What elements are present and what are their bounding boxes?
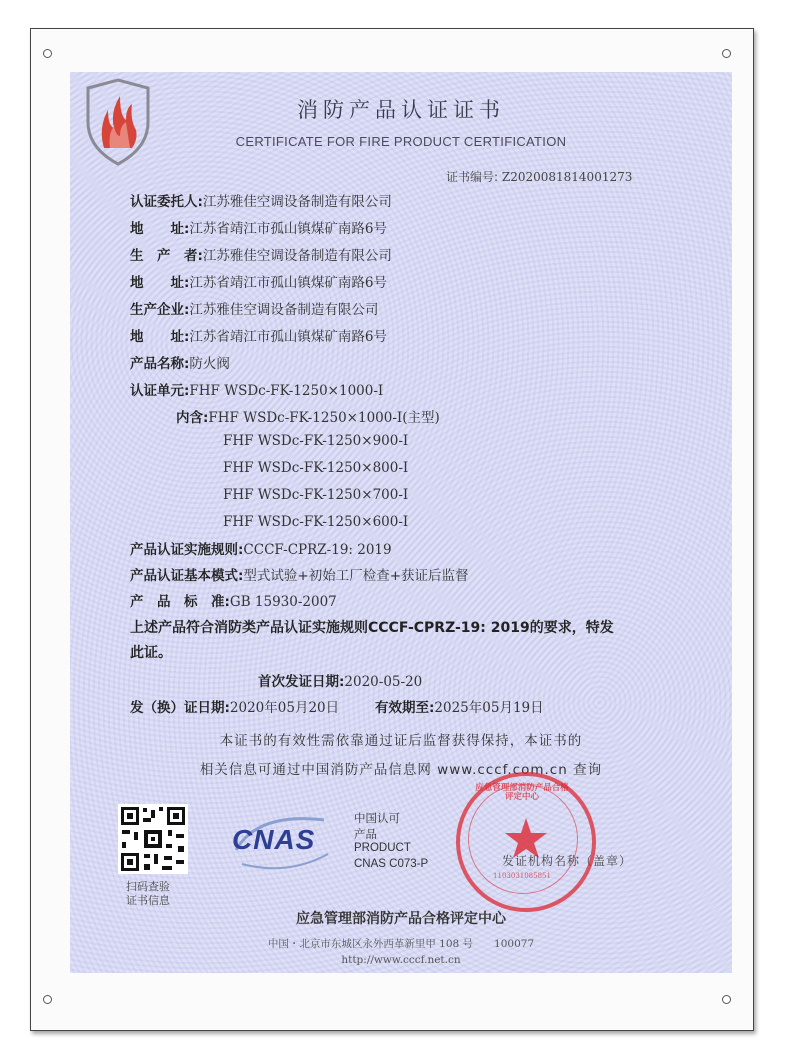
field-row bbox=[130, 352, 230, 372]
corner-hole bbox=[43, 49, 52, 58]
certificate-subtitle: CERTIFICATE FOR FIRE PRODUCT CERTIFICATION bbox=[235, 134, 567, 149]
statement-line-2: 此证。 bbox=[130, 645, 172, 661]
cnas-line-3: PRODUCT bbox=[354, 842, 411, 854]
first-issue-label: 首次发证日期: bbox=[258, 674, 345, 690]
valid-until-label: 有效期至: bbox=[375, 700, 435, 716]
first-issue-row bbox=[258, 670, 422, 690]
organization-url[interactable]: http://www.cccf.net.cn bbox=[341, 954, 461, 966]
field-value: 江苏省靖江市孤山镇煤矿南路6号 bbox=[189, 275, 387, 291]
model-item: FHF WSDc-FK-1250×800-I bbox=[223, 460, 409, 476]
cnas-line-2: 产品 bbox=[354, 827, 377, 841]
mode-row bbox=[130, 564, 469, 584]
valid-until-value: 2025年05月19日 bbox=[434, 700, 544, 716]
field-value: 江苏雅佳空调设备制造有限公司 bbox=[202, 248, 392, 264]
field-label: 地 址: bbox=[130, 275, 190, 291]
model-item: FHF WSDc-FK-1250×600-I bbox=[223, 514, 409, 530]
contains-label: 内含: bbox=[176, 410, 209, 426]
field-label: 地 址: bbox=[130, 329, 190, 345]
seal-caption: 发证机构名称（盖章） bbox=[502, 854, 633, 868]
field-label: 认证委托人: bbox=[130, 194, 203, 210]
qr-code-icon[interactable] bbox=[118, 804, 188, 874]
seal-text: 应急管理部消防产品合格评定中心 bbox=[475, 783, 569, 803]
cert-no-label: 证书编号: bbox=[446, 170, 499, 184]
valid-until-row bbox=[375, 696, 544, 716]
field-row bbox=[130, 325, 387, 345]
cnas-logo-text: CNAS bbox=[232, 824, 316, 855]
organization-address: 中国・北京市东城区永外西革新里甲 108 号 100077 bbox=[267, 938, 535, 950]
notice-line-2: 相关信息可通过中国消防产品信息网 www.cccf.com.cn 查询 bbox=[199, 762, 603, 778]
certificate-number bbox=[446, 168, 632, 185]
cnas-line-4: CNAS C073-P bbox=[354, 858, 429, 870]
qr-caption-1: 扫码查验 bbox=[126, 880, 170, 893]
corner-hole bbox=[722, 995, 731, 1004]
corner-hole bbox=[722, 49, 731, 58]
field-value: 江苏雅佳空调设备制造有限公司 bbox=[202, 194, 392, 210]
mode-value: 型式试验+初始工厂检查+获证后监督 bbox=[243, 568, 469, 584]
impl-rule-row bbox=[130, 538, 392, 558]
notice-line-1: 本证书的有效性需依靠通过证后监督获得保持，本证书的 bbox=[219, 733, 583, 749]
field-label: 地 址: bbox=[130, 221, 190, 237]
mode-label: 产品认证基本模式: bbox=[130, 568, 244, 584]
standard-value: GB 15930-2007 bbox=[229, 594, 337, 610]
field-label: 生产企业: bbox=[130, 302, 190, 318]
model-item: FHF WSDc-FK-1250×900-I bbox=[223, 433, 409, 449]
cert-no-value: Z2020081814001273 bbox=[501, 170, 633, 184]
field-value: 防火阀 bbox=[189, 356, 230, 372]
field-value: 江苏省靖江市孤山镇煤矿南路6号 bbox=[189, 221, 387, 237]
certificate-paper bbox=[70, 72, 732, 973]
field-label: 认证单元: bbox=[130, 383, 190, 399]
qr-caption-2: 证书信息 bbox=[126, 894, 170, 907]
contains-row bbox=[176, 406, 440, 426]
field-row bbox=[130, 271, 387, 291]
corner-hole bbox=[43, 995, 52, 1004]
field-row bbox=[130, 379, 383, 399]
seal-code: 1103031085851 bbox=[493, 872, 551, 880]
official-seal bbox=[456, 772, 596, 912]
impl-rule-value: CCCF-CPRZ-19: 2019 bbox=[243, 542, 392, 558]
issue-date-value: 2020年05月20日 bbox=[229, 700, 340, 716]
field-row bbox=[130, 298, 378, 318]
model-item: FHF WSDc-FK-1250×700-I bbox=[223, 487, 409, 503]
field-row bbox=[130, 190, 392, 210]
statement-line-1: 上述产品符合消防类产品认证实施规则CCCF-CPRZ-19: 2019的要求，特发 bbox=[130, 620, 614, 636]
field-label: 产品名称: bbox=[130, 356, 190, 372]
impl-rule-label: 产品认证实施规则: bbox=[130, 542, 244, 558]
standard-row bbox=[130, 590, 337, 610]
standard-label: 产 品 标 准: bbox=[130, 594, 230, 610]
certificate-title: 消防产品认证证书 bbox=[297, 98, 505, 122]
first-issue-value: 2020-05-20 bbox=[344, 674, 423, 690]
field-row bbox=[130, 244, 392, 264]
model-item: FHF WSDc-FK-1250×1000-I(主型) bbox=[208, 410, 440, 426]
issue-date-row bbox=[130, 696, 339, 716]
issue-date-label: 发（换）证日期: bbox=[130, 700, 230, 716]
field-value: 江苏省靖江市孤山镇煤矿南路6号 bbox=[189, 329, 387, 345]
field-value: FHF WSDc-FK-1250×1000-I bbox=[189, 383, 384, 399]
field-row bbox=[130, 217, 387, 237]
issuing-organization: 应急管理部消防产品合格评定中心 bbox=[296, 911, 506, 927]
cnas-line-1: 中国认可 bbox=[354, 811, 400, 825]
field-label: 生 产 者: bbox=[130, 248, 203, 264]
field-value: 江苏雅佳空调设备制造有限公司 bbox=[189, 302, 379, 318]
